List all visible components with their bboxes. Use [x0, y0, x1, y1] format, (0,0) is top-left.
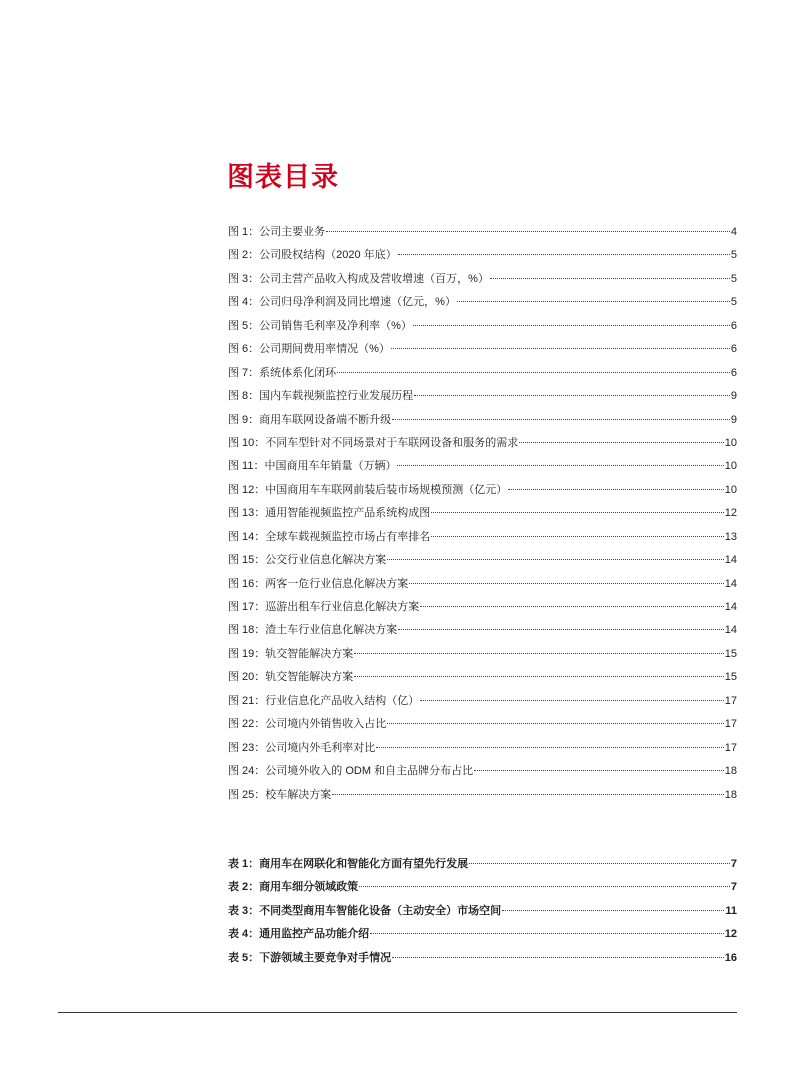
footer-divider [58, 1012, 737, 1013]
figure-toc-entry[interactable] [228, 788, 737, 811]
figure-toc-entry[interactable] [228, 248, 737, 271]
dot-leader [354, 653, 723, 654]
toc-entry-label[interactable]: 图 1：公司主要业务 [228, 226, 326, 238]
toc-page-number[interactable]: 6 [730, 343, 737, 356]
figure-toc-entry[interactable] [228, 272, 737, 295]
toc-page-number[interactable]: 7 [730, 881, 737, 894]
toc-page-number[interactable]: 16 [724, 951, 737, 964]
toc-page-number[interactable]: 6 [730, 319, 737, 332]
figure-toc-entry[interactable] [228, 483, 737, 506]
dot-leader [359, 886, 730, 887]
dot-leader [502, 910, 724, 911]
figure-list [228, 225, 737, 811]
figure-toc-entry[interactable] [228, 741, 737, 764]
toc-entry-label[interactable]: 图 4：公司归母净利润及同比增速（亿元，%） [228, 296, 456, 309]
dot-leader [397, 465, 723, 466]
dot-leader [391, 348, 730, 349]
figure-toc-entry[interactable] [228, 694, 737, 717]
toc-page-number[interactable]: 13 [724, 530, 737, 543]
dot-leader [398, 254, 730, 255]
toc-page-number[interactable]: 14 [724, 624, 737, 637]
toc-entry-label[interactable]: 图 10：不同车型针对不同场景对于车联网设备和服务的需求 [228, 436, 519, 449]
dot-leader [370, 933, 724, 934]
page-title: 图表目录 [227, 162, 339, 193]
figure-toc-entry[interactable] [228, 506, 737, 529]
dot-leader [392, 419, 730, 420]
toc-entry-label[interactable]: 表 2：商用车细分领域政策 [228, 881, 359, 894]
figure-toc-entry[interactable] [228, 459, 737, 482]
toc-entry-label[interactable]: 图 24：公司境外收入的 ODM 和自主品牌分布占比 [228, 765, 474, 778]
dot-leader [469, 863, 730, 864]
figure-toc-entry[interactable] [228, 600, 737, 623]
dot-leader [387, 559, 723, 560]
dot-leader [398, 629, 723, 630]
toc-page-number[interactable]: 15 [724, 671, 737, 684]
dot-leader [337, 372, 730, 373]
dot-leader [392, 957, 724, 958]
toc-entry-label[interactable]: 图 15：公交行业信息化解决方案 [228, 554, 387, 567]
dot-leader [490, 278, 730, 279]
dot-leader [376, 747, 723, 748]
dot-leader [409, 583, 723, 584]
toc-entry-label[interactable]: 图 20：轨交智能解决方案 [228, 671, 354, 684]
figure-toc-entry[interactable] [228, 647, 737, 670]
dot-leader [420, 606, 723, 607]
toc-page-number[interactable]: 10 [724, 483, 737, 496]
figure-toc-entry[interactable] [228, 577, 737, 600]
dot-leader [508, 489, 723, 490]
table-toc-entry[interactable] [228, 904, 737, 927]
figure-toc-entry[interactable] [228, 530, 737, 553]
dot-leader [457, 301, 730, 302]
toc-page-number[interactable]: 4 [730, 226, 737, 238]
figure-toc-entry[interactable] [228, 670, 737, 693]
toc-page-number[interactable]: 5 [730, 272, 737, 285]
toc-page-number[interactable]: 14 [724, 554, 737, 567]
toc-entry-label[interactable]: 图 21：行业信息化产品收入结构（亿） [228, 694, 420, 707]
toc-page-number[interactable]: 5 [730, 249, 737, 262]
toc-entry-label[interactable]: 图 16：两客一危行业信息化解决方案 [228, 577, 409, 590]
toc-page-number[interactable]: 17 [724, 741, 737, 754]
dot-leader [326, 231, 730, 232]
toc-entry-label[interactable]: 表 3：不同类型商用车智能化设备（主动安全）市场空间 [228, 904, 502, 917]
dot-leader [414, 395, 730, 396]
toc-page-number[interactable]: 9 [730, 390, 737, 403]
figure-toc-entry[interactable] [228, 623, 737, 646]
figure-toc-entry[interactable] [228, 389, 737, 412]
toc-entry-label[interactable]: 图 25：校车解决方案 [228, 788, 332, 801]
toc-entry-label[interactable]: 表 5：下游领域主要竞争对手情况 [228, 951, 392, 964]
toc-page-number[interactable]: 17 [724, 694, 737, 707]
toc-entry-label[interactable]: 图 5：公司销售毛利率及净利率（%） [228, 319, 412, 332]
toc-page-number[interactable]: 14 [724, 601, 737, 613]
dot-leader [431, 536, 723, 537]
figure-toc-entry[interactable] [228, 366, 737, 389]
dot-leader [413, 325, 730, 326]
table-list [228, 857, 737, 974]
toc-page-number[interactable]: 6 [730, 366, 737, 379]
dot-leader [354, 676, 723, 677]
toc-entry-label[interactable]: 表 1：商用车在网联化和智能化方面有望先行发展 [228, 858, 469, 870]
toc-entry-label[interactable]: 图 11：中国商用车年销量（万辆） [228, 460, 397, 473]
figure-toc-entry[interactable] [228, 553, 737, 576]
toc-page-number[interactable]: 15 [724, 647, 737, 660]
toc-page-number[interactable]: 17 [724, 718, 737, 731]
dot-leader [387, 723, 723, 724]
toc-page-number[interactable]: 10 [724, 460, 737, 473]
toc-page-number[interactable]: 5 [730, 296, 737, 309]
table-toc-entry[interactable] [228, 857, 737, 880]
toc-entry-label[interactable]: 图 13：通用智能视频监控产品系统构成图 [228, 507, 431, 520]
dot-leader [420, 700, 723, 701]
toc-entry-label[interactable]: 图 2：公司股权结构（2020 年底） [228, 249, 397, 262]
toc-page-number[interactable]: 14 [724, 577, 737, 590]
toc-entry-label[interactable]: 图 17：巡游出租车行业信息化解决方案 [228, 601, 420, 613]
toc-entry-label[interactable]: 图 8：国内车载视频监控行业发展历程 [228, 390, 414, 403]
figure-toc-entry[interactable] [228, 342, 737, 365]
toc-entry-label[interactable]: 图 12：中国商用车车联网前装后装市场规模预测（亿元） [228, 483, 508, 496]
figure-toc-entry[interactable] [228, 225, 737, 248]
toc-entry-label[interactable]: 图 22：公司境内外销售收入占比 [228, 718, 387, 731]
toc-entry-label[interactable]: 图 18：渣土车行业信息化解决方案 [228, 624, 398, 637]
table-toc-entry[interactable] [228, 951, 737, 974]
toc-page-number[interactable]: 7 [730, 858, 737, 870]
figure-toc-entry[interactable] [228, 436, 737, 459]
dot-leader [431, 512, 723, 513]
figure-toc-entry[interactable] [228, 295, 737, 318]
toc-entry-label[interactable]: 图 9：商用车联网设备端不断升级 [228, 413, 392, 426]
figure-toc-entry[interactable] [228, 319, 737, 342]
table-toc-entry[interactable] [228, 880, 737, 903]
toc-entry-label[interactable]: 图 23：公司境内外毛利率对比 [228, 741, 376, 754]
toc-entry-label[interactable]: 图 7：系统体系化闭环 [228, 366, 337, 379]
toc-entry-label[interactable]: 图 14：全球车载视频监控市场占有率排名 [228, 530, 431, 543]
toc-page-number[interactable]: 18 [724, 788, 737, 801]
toc-page-number[interactable]: 9 [730, 413, 737, 426]
figure-toc-entry[interactable] [228, 413, 737, 436]
dot-leader [332, 794, 723, 795]
toc-entry-label[interactable]: 图 3：公司主营产品收入构成及营收增速（百万，%） [228, 272, 489, 285]
figure-toc-entry[interactable] [228, 764, 737, 787]
toc-entry-label[interactable]: 图 6：公司期间费用率情况（%） [228, 343, 390, 356]
toc-entry-label[interactable]: 表 4：通用监控产品功能介绍 [228, 928, 370, 941]
toc-page-number[interactable]: 10 [724, 436, 737, 449]
toc-entry-label[interactable]: 图 19：轨交智能解决方案 [228, 647, 354, 660]
toc-page-number[interactable]: 18 [724, 765, 737, 778]
dot-leader [474, 770, 724, 771]
toc-page-number[interactable]: 11 [725, 904, 737, 917]
toc-page-number[interactable]: 12 [724, 928, 737, 941]
table-toc-entry[interactable] [228, 927, 737, 950]
figure-toc-entry[interactable] [228, 717, 737, 740]
toc-page-number[interactable]: 12 [724, 507, 737, 520]
dot-leader [519, 442, 723, 443]
